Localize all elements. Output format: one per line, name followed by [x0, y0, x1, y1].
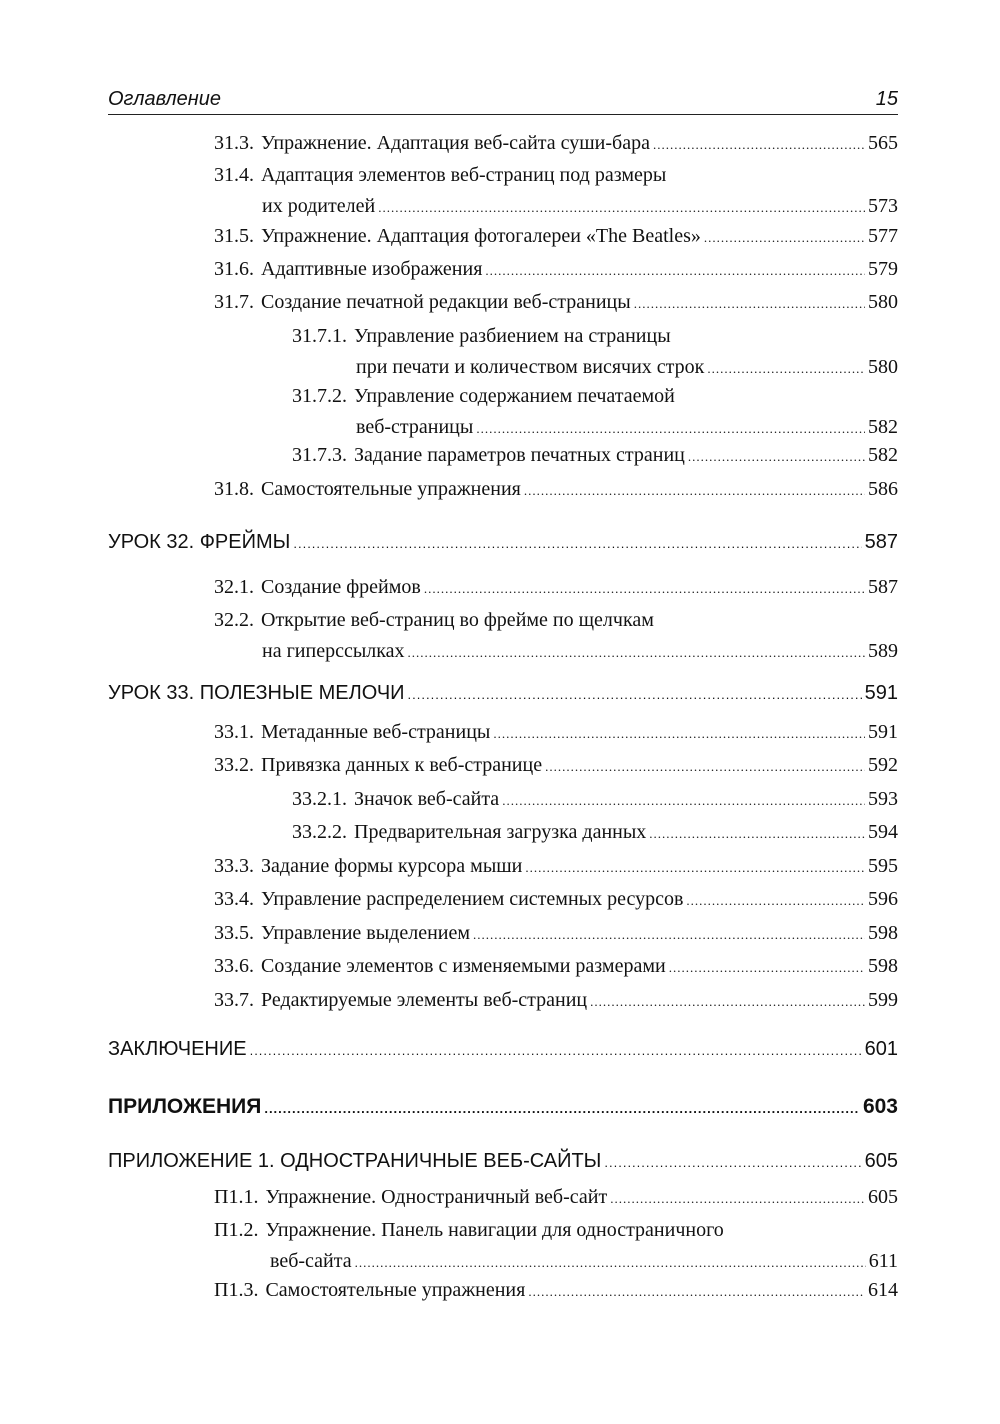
toc-entry-title: Самостоятельные упражнения [261, 478, 521, 500]
dot-leader [408, 641, 865, 665]
toc-page-number: 611 [868, 1250, 898, 1272]
toc-entry-title-cont: их родителей [262, 195, 376, 217]
toc-page-number: 577 [868, 225, 898, 247]
dot-leader [493, 722, 865, 746]
toc-page-number: 582 [868, 444, 898, 466]
toc-entry-title: Упражнение. Одностраничный веб-сайт [265, 1186, 608, 1208]
toc-entry-31-8[interactable]: 31.8. Самостоятельные упражнения ..... 586 [214, 477, 898, 503]
dot-leader [264, 1097, 860, 1121]
toc-page-number: 579 [868, 258, 898, 280]
toc-entry-title: Значок веб-сайта [354, 788, 500, 810]
toc-entry-title-cont: веб-страницы [356, 416, 474, 438]
toc-entry-title-cont: веб-сайта [270, 1250, 352, 1272]
dot-leader [355, 1251, 866, 1275]
toc-entry-31-7-3[interactable]: 31.7.3. Задание параметров печатных страниц ..... 582 [292, 443, 898, 469]
toc-page-number: 580 [868, 291, 898, 313]
toc-entry-p1-1[interactable]: П1.1. Упражнение. Одностраничный веб-сайт ..... 605 [214, 1185, 898, 1211]
toc-page-number: 591 [864, 682, 898, 704]
dot-leader [688, 445, 865, 469]
toc-page-number: 599 [868, 989, 898, 1011]
dot-leader [649, 822, 865, 846]
toc-entry-31-7-2[interactable]: 31.7.2. Управление содержанием печатаемой веб-страницы ..... 582 [292, 384, 898, 442]
toc-page-number: 593 [868, 788, 898, 810]
toc-page-number: 580 [868, 356, 898, 378]
dot-leader [293, 532, 861, 556]
toc-entry-title: Управление разбиением на страницы [354, 325, 671, 347]
toc-entry-title: Создание печатной редакции веб-страницы [261, 291, 631, 313]
toc-entry-title: Упражнение. Адаптация фотогалереи «The Beatles» [261, 225, 701, 247]
dot-leader [424, 577, 865, 601]
toc-entry-title: Привязка данных к веб-странице [261, 754, 543, 776]
toc-entry-title: Управление распределением системных ресурсов [261, 888, 684, 910]
toc-page-number: 603 [862, 1095, 898, 1118]
toc-lesson-32[interactable] [108, 530, 898, 556]
toc-page-number: 589 [868, 640, 898, 662]
dot-leader [250, 1039, 862, 1063]
toc-page-number: 582 [868, 416, 898, 438]
toc-page-number: 586 [868, 478, 898, 500]
dot-leader [502, 789, 865, 813]
running-header-title: Оглавление [108, 88, 222, 110]
toc-entry-title: Предварительная загрузка данных [354, 821, 647, 843]
dot-leader [604, 1151, 861, 1175]
toc-entry-p1-2[interactable]: П1.2. Упражнение. Панель навигации для одностраничного веб-сайта ..... 611 [214, 1218, 898, 1276]
toc-page-number: 592 [868, 754, 898, 776]
dot-leader [610, 1187, 865, 1211]
toc-entry-33-2-2[interactable]: 33.2.2. Предварительная загрузка данных ..... 594 [292, 820, 898, 846]
toc-lesson-33[interactable] [108, 681, 898, 707]
toc-page-number: 591 [868, 721, 898, 743]
dot-leader [524, 479, 865, 503]
toc-entry-title: Упражнение. Адаптация веб-сайта суши-бара [261, 132, 650, 154]
toc-entry-33-3[interactable]: 33.3. Задание формы курсора мыши ..... 595 [214, 854, 898, 880]
toc-entry-title: Адаптивные изображения [261, 258, 483, 280]
dot-leader [704, 226, 865, 250]
toc-page-number: 595 [868, 855, 898, 877]
toc-entry-p1-3[interactable]: П1.3. Самостоятельные упражнения ..... 614 [214, 1278, 898, 1304]
toc-lesson-title: УРОК 33. ПОЛЕЗНЫЕ МЕЛОЧИ [108, 682, 405, 704]
toc-entry-33-6[interactable]: 33.6. Создание элементов с изменяемыми размерами ..... 598 [214, 954, 898, 980]
toc-lesson-title: ЗАКЛЮЧЕНИЕ [108, 1038, 247, 1060]
toc-page-number: 596 [868, 888, 898, 910]
toc-page-number: 614 [868, 1279, 898, 1301]
toc-entry-32-2[interactable]: 32.2. Открытие веб-страниц во фрейме по щелчкам на гиперссылках ..... 589 [214, 608, 898, 666]
toc-entry-31-7[interactable]: 31.7. Создание печатной редакции веб-страницы ..... 580 [214, 290, 898, 316]
toc-entry-title: Метаданные веб-страницы [261, 721, 491, 743]
toc-entry-32-1[interactable]: 32.1. Создание фреймов ..... 587 [214, 575, 898, 601]
toc-entry-title: Задание формы курсора мыши [261, 855, 523, 877]
dot-leader [525, 856, 865, 880]
dot-leader [707, 357, 865, 381]
toc-conclusion[interactable] [108, 1037, 898, 1063]
toc-entry-33-1[interactable]: 33.1. Метаданные веб-страницы ..... 591 [214, 720, 898, 746]
toc-page-number: 573 [868, 195, 898, 217]
toc-page-number: 605 [864, 1150, 898, 1172]
toc-page-number: 587 [868, 576, 898, 598]
toc-entry-33-2-1[interactable]: 33.2.1. Значок веб-сайта ..... 593 [292, 787, 898, 813]
dot-leader [476, 417, 865, 441]
toc-entry-title: Самостоятельные упражнения [265, 1279, 526, 1301]
toc-page-number: 598 [868, 922, 898, 944]
toc-entry-title-cont: на гиперссылках [262, 640, 405, 662]
toc-part-title: ПРИЛОЖЕНИЯ [108, 1095, 262, 1118]
toc-page-number: 601 [864, 1038, 898, 1060]
page-number: 15 [875, 88, 898, 110]
toc-entry-31-6[interactable]: 31.6. Адаптивные изображения ..... 579 [214, 257, 898, 283]
toc-entry-title: Адаптация элементов веб-страниц под размеры [261, 164, 667, 186]
toc-page-number: 565 [868, 132, 898, 154]
dot-leader [408, 683, 862, 707]
toc-entry-title: Создание фреймов [261, 576, 421, 598]
toc-appendices[interactable] [108, 1095, 898, 1121]
toc-entry-33-7[interactable]: 33.7. Редактируемые элементы веб-страниц ..... 599 [214, 988, 898, 1014]
toc-entry-31-4[interactable]: 31.4. Адаптация элементов веб-страниц под размеры их родителей ..... 573 [214, 163, 898, 221]
toc-entry-33-2[interactable]: 33.2. Привязка данных к веб-странице ..... 592 [214, 753, 898, 779]
toc-entry-title: Упражнение. Панель навигации для одностраничного [265, 1219, 724, 1241]
dot-leader [528, 1280, 865, 1304]
dot-leader [686, 889, 865, 913]
dot-leader [634, 292, 865, 316]
dot-leader [669, 956, 865, 980]
dot-leader [653, 133, 865, 157]
dot-leader [545, 755, 865, 779]
toc-page-number: 594 [868, 821, 898, 843]
toc-entry-33-4[interactable]: 33.4. Управление распределением системных ресурсов ..... 596 [214, 887, 898, 913]
toc-entry-title: Редактируемые элементы веб-страниц [261, 989, 588, 1011]
toc-entry-31-5[interactable]: 31.5. Упражнение. Адаптация фотогалереи «The Beatles» ..... 577 [214, 224, 898, 250]
toc-appendix-1[interactable] [108, 1149, 898, 1175]
running-header [108, 86, 898, 115]
toc-lesson-title: ПРИЛОЖЕНИЕ 1. ОДНОСТРАНИЧНЫЕ ВЕБ-САЙТЫ [108, 1150, 602, 1172]
toc-entry-33-5[interactable]: 33.5. Управление выделением ..... 598 [214, 921, 898, 947]
toc-entry-title: Задание параметров печатных страниц [354, 444, 685, 466]
toc-lesson-title: УРОК 32. ФРЕЙМЫ [108, 531, 291, 553]
toc-entry-31-3[interactable]: 31.3. Упражнение. Адаптация веб-сайта суши-бара ..... 565 [214, 131, 898, 157]
toc-entry-title: Создание элементов с изменяемыми размерами [261, 955, 666, 977]
dot-leader [378, 196, 865, 220]
toc-entry-title: Управление содержанием печатаемой [354, 385, 675, 407]
toc-entry-31-7-1[interactable]: 31.7.1. Управление разбиением на страницы при печати и количеством висячих строк ..... 580 [292, 324, 898, 382]
dot-leader [485, 259, 865, 283]
toc-entry-title: Управление выделением [261, 922, 471, 944]
toc-entry-title: Открытие веб-страниц во фрейме по щелчкам [261, 609, 654, 631]
dot-leader [473, 923, 865, 947]
toc-page-number: 598 [868, 955, 898, 977]
dot-leader [590, 990, 865, 1014]
toc-entry-title-cont: при печати и количеством висячих строк [356, 356, 705, 378]
toc-page-number: 587 [864, 531, 898, 553]
toc-page-number: 605 [868, 1186, 898, 1208]
